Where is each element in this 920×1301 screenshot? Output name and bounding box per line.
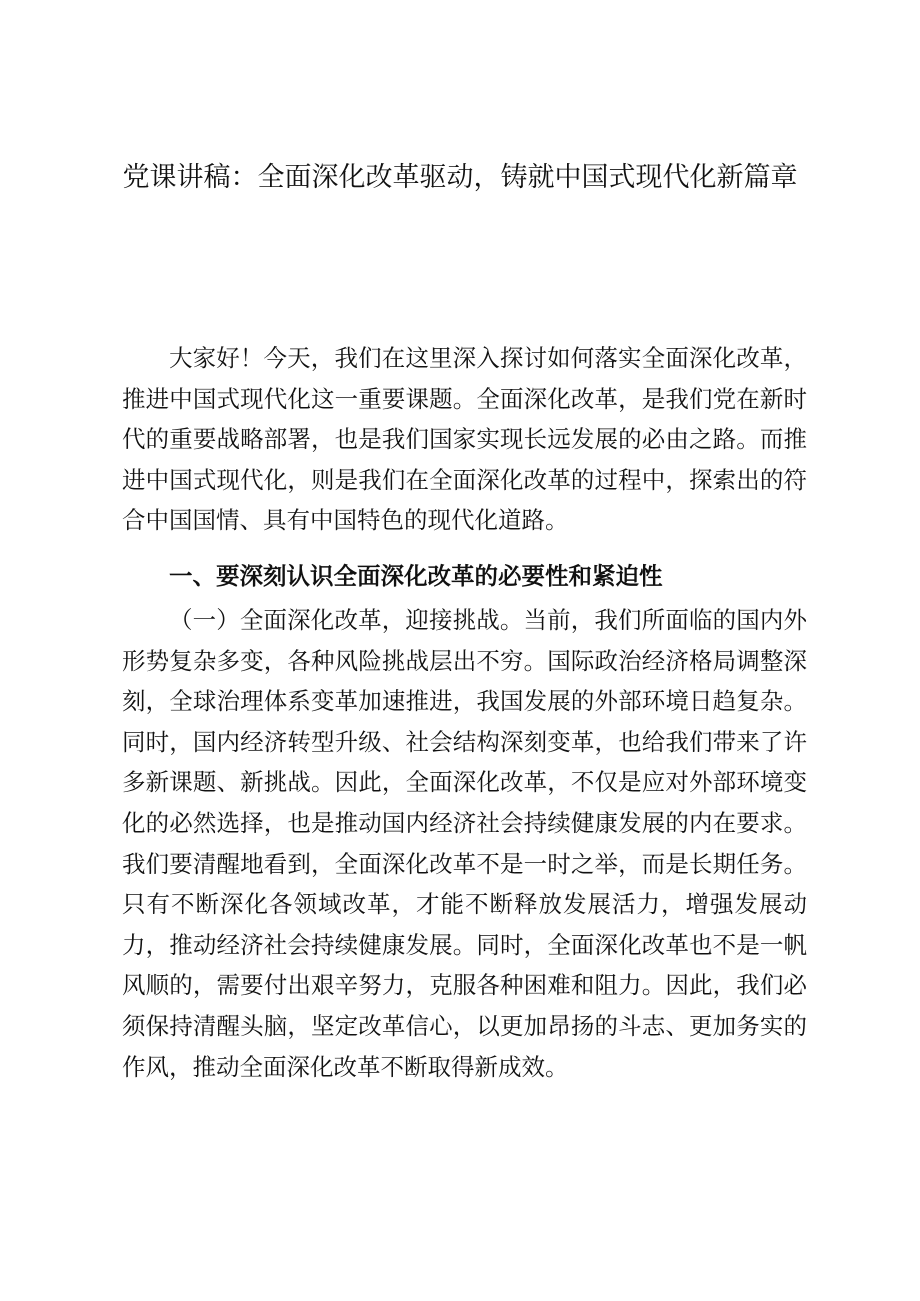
document-title: 党课讲稿：全面深化改革驱动，铸就中国式现代化新篇章 [122, 162, 798, 193]
section-heading: 一、要深刻认识全面深化改革的必要性和紧迫性 [169, 562, 663, 590]
section-paragraph: （一）全面深化改革，迎接挑战。当前，我们所面临的国内外形势复杂多变，各种风险挑战层出不穷。国际政治经济格局调整深刻，全球治理体系变革加速推进，我国发展的外部环境日趋复杂。同时，国内经济转型升级、社会结构深刻变革，也给我们带来了许多新课题、新挑战。因此，全面深化改革，不仅是应对外部环境变化的必然选择，也是推动国内经济社会持续健康发展的内在要求。我们要清醒地看到，全面深化改革不是一时之举，而是长期任务。只有不断深化各领域改革，才能不断释放发展活力，增强发展动力，推动经济社会持续健康发展。同时，全面深化改革也不是一帆风顺的，需要付出艰辛努力，克服各种困难和阻力。因此，我们必须保持清醒头脑，坚定改革信心，以更加昂扬的斗志、更加务实的作风，推动全面深化改革不断取得新成效。 [122, 606, 807, 1081]
intro-paragraph: 大家好！今天，我们在这里深入探讨如何落实全面深化改革，推进中国式现代化这一重要课题。全面深化改革，是我们党在新时代的重要战略部署，也是我们国家实现长远发展的必由之路。而推进中国式现代化，则是我们在全面深化改革的过程中，探索出的符合中国国情、具有中国特色的现代化道路。 [122, 344, 807, 535]
